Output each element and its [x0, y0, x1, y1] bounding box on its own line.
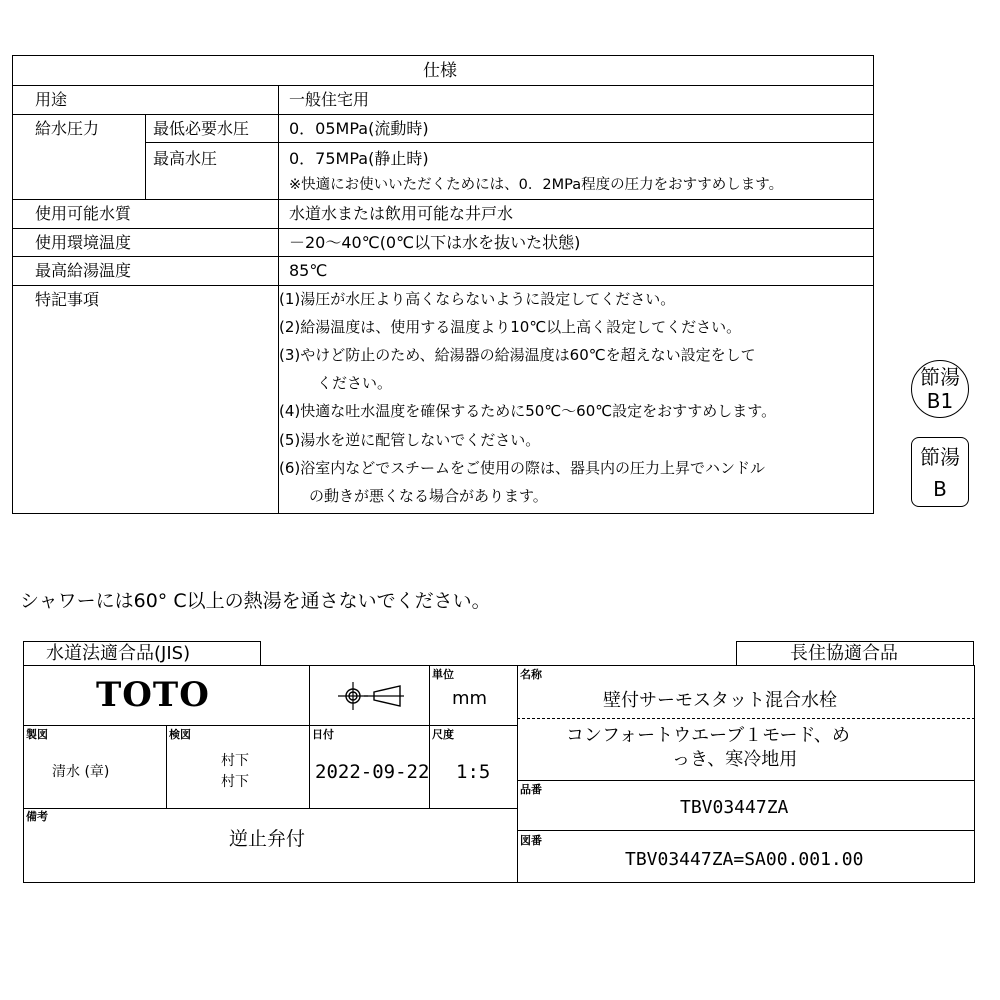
- date-label: 日付: [312, 728, 334, 741]
- pressure-label: 給水圧力: [35, 119, 100, 138]
- water-quality-value: 水道水または飲用可能な井戸水: [289, 204, 514, 223]
- use-label: 用途: [35, 90, 68, 109]
- max-pressure-value: 0．75MPa(静止時): [289, 149, 429, 168]
- note-item: (5)湯水を逆に配管しないでください。: [279, 431, 541, 449]
- part-label: 品番: [520, 783, 542, 796]
- product-variant-line2: っき、寒冷地用: [672, 749, 798, 770]
- note-item: (6)浴室内などでスチームをご使用の際は、器具内の圧力上昇でハンドル: [279, 459, 765, 477]
- max-hot-value: 85℃: [289, 261, 328, 280]
- max-hot-label: 最高給湯温度: [35, 261, 132, 280]
- unit-value: mm: [452, 688, 488, 709]
- note-item: (4)快適な吐水温度を確保するために50℃～60℃設定をおすすめします。: [279, 402, 777, 420]
- note-item: (1)湯圧が水圧より高くならないように設定してください。: [279, 290, 676, 308]
- drawing-label: 図番: [520, 834, 542, 847]
- badge-top-text: 節湯: [920, 445, 960, 469]
- drawn-value: 清水 (章): [52, 764, 110, 780]
- badge-bottom-text: B: [933, 477, 947, 501]
- note-item: ください。: [317, 374, 393, 392]
- badge-bottom-text: B1: [926, 389, 954, 413]
- part-number: TBV03447ZA: [680, 797, 789, 818]
- toto-logo: TOTO: [96, 675, 210, 715]
- min-pressure-value: 0．05MPa(流動時): [289, 119, 429, 138]
- drawing-number: TBV03447ZA=SA00.001.00: [625, 849, 864, 870]
- note-item: の動きが悪くなる場合があります。: [309, 487, 548, 505]
- water-quality-label: 使用可能水質: [35, 204, 132, 223]
- min-pressure-label: 最低必要水圧: [153, 119, 250, 138]
- product-variant-line1: コンフォートウエーブ１モード、め: [566, 725, 850, 746]
- badge-top-text: 節湯: [920, 365, 960, 389]
- product-name: 壁付サーモスタット混合水栓: [603, 690, 837, 711]
- checked-label: 検図: [169, 728, 191, 741]
- env-temp-value: －20～40℃(0℃以下は水を抜いた状態): [289, 233, 581, 252]
- projection-symbol-icon: [338, 682, 406, 710]
- note-item: (3)やけど防止のため、給湯器の給湯温度は60℃を超えない設定をして: [279, 346, 756, 364]
- max-pressure-label: 最高水圧: [153, 149, 218, 168]
- date-value: 2022-09-22: [315, 761, 430, 783]
- jis-label: 水道法適合品(JIS): [46, 643, 191, 664]
- note-item: (2)給湯温度は、使用する温度より10℃以上高く設定してください。: [279, 318, 742, 336]
- unit-label: 単位: [432, 668, 454, 681]
- notes-label: 特記事項: [35, 290, 100, 309]
- spec-title: 仕様: [423, 61, 457, 81]
- env-temp-label: 使用環境温度: [35, 233, 132, 252]
- shower-warning: シャワーには60° C以上の熱湯を通さないでください。: [20, 590, 491, 612]
- name-label: 名称: [520, 668, 542, 681]
- choju-label: 長住協適合品: [790, 643, 898, 664]
- drawn-label: 製図: [26, 728, 48, 741]
- checked-value: 村下: [221, 753, 249, 769]
- remarks-value: 逆止弁付: [229, 828, 306, 850]
- pressure-note: ※快適にお使いいただくためには、0．2MPa程度の圧力をおすすめします。: [289, 177, 784, 193]
- scale-value: 1:5: [456, 761, 491, 783]
- checked-value: 村下: [221, 774, 249, 790]
- remarks-label: 備考: [26, 810, 48, 823]
- use-value: 一般住宅用: [289, 90, 370, 109]
- scale-label: 尺度: [432, 728, 454, 741]
